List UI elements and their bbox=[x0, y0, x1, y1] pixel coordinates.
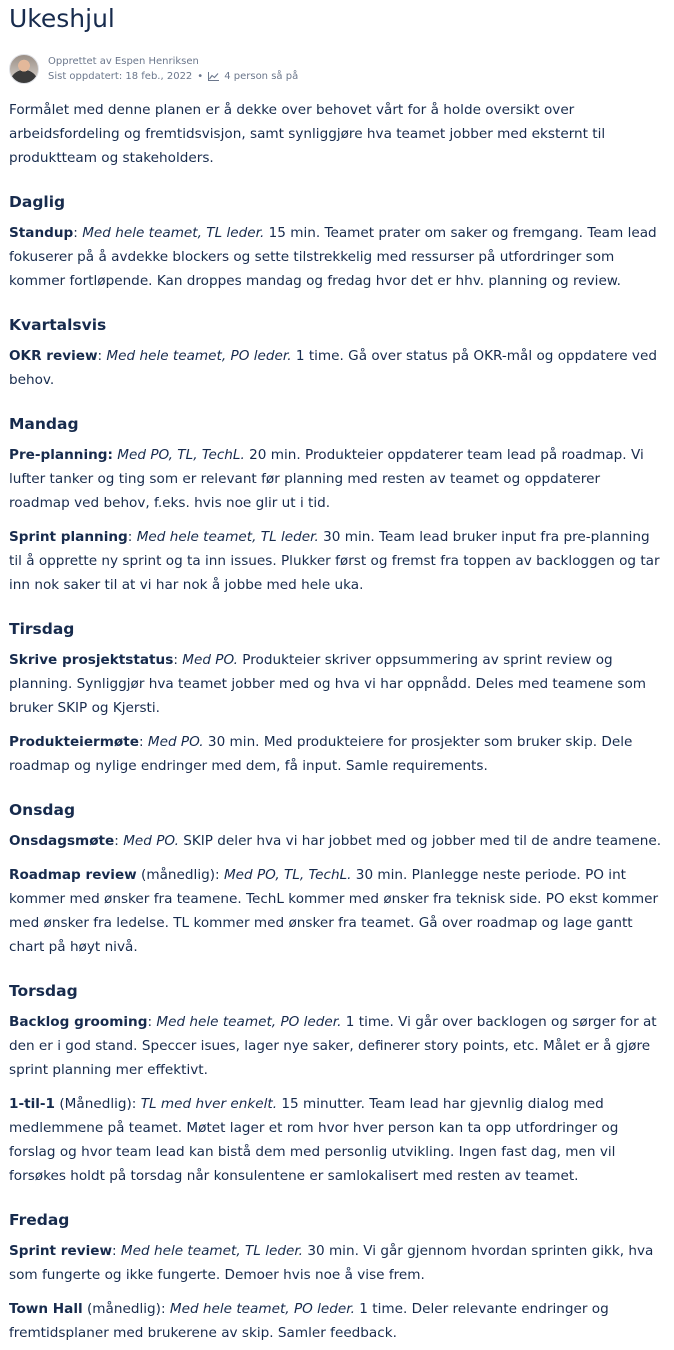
sections-container bbox=[9, 192, 665, 1345]
author-avatar[interactable] bbox=[9, 54, 39, 84]
meeting-description bbox=[9, 863, 665, 959]
intro-paragraph: Formålet med denne planen er å dekke over behovet vårt for å holde oversikt over arbeidsfordeling og fremtidsvisjon, samt synliggjøre hva teamet jobber med eksternt til produktteam og stakeholders. bbox=[9, 102, 606, 166]
meeting-name: Standup bbox=[9, 225, 74, 241]
last-updated-text[interactable]: Sist oppdatert: 18 feb., 2022 bbox=[48, 71, 193, 82]
meeting-details: 15 min. Teamet prater om saker og fremgang. Team lead fokuserer på å avdekke blockers og sette tilstrekkelig med ressurser på utfordringer som kommer fortløpende. Kan droppes mandag og fredag hvor det er hhv. planning og review. bbox=[9, 225, 657, 289]
meeting-description bbox=[9, 344, 665, 392]
meeting-name-suffix: : bbox=[73, 225, 83, 241]
meeting-name-suffix: (månedlig): bbox=[136, 867, 224, 883]
meeting-details: 20 min. Produkteier oppdaterer team lead på roadmap. Vi lufter tanker og ting som er relevant før planning med resten av teamet og oppdaterer roadmap ved behov, f.eks. hvis noe glir ut i tid. bbox=[9, 447, 644, 511]
page-views-link[interactable]: 4 person så på bbox=[224, 71, 299, 82]
meeting-name-suffix: (månedlig): bbox=[82, 1301, 170, 1317]
meeting-name-suffix: (Månedlig): bbox=[55, 1096, 141, 1112]
section-heading: Onsdag bbox=[9, 801, 76, 819]
meeting-participants: Med PO, TL, TechL. bbox=[117, 447, 245, 463]
page-title: Ukeshjul bbox=[9, 4, 115, 33]
page-metadata bbox=[48, 54, 298, 84]
meeting-name: Town Hall bbox=[9, 1301, 83, 1317]
meeting-name-suffix: : bbox=[97, 348, 107, 364]
meeting-name-suffix: : bbox=[112, 1243, 121, 1259]
meeting-name: Produkteiermøte bbox=[9, 734, 139, 750]
section-5 bbox=[9, 981, 665, 1188]
meeting-description bbox=[9, 1239, 665, 1287]
section-heading: Daglig bbox=[9, 193, 66, 211]
meeting-name: Pre-planning: bbox=[9, 447, 113, 463]
section-2 bbox=[9, 414, 665, 597]
meeting-name-suffix: : bbox=[138, 734, 148, 750]
meeting-description bbox=[9, 730, 665, 778]
meeting-details: 30 min. Med produkteiere for prosjekter som bruker skip. Dele roadmap og nylige endringer med dem, få input. Samle requirements. bbox=[9, 734, 633, 774]
meeting-details: SKIP deler hva vi har jobbet med og jobber med til de andre teamene. bbox=[178, 833, 662, 849]
meeting-details: 30 min. Vi går gjennom hvordan sprinten gikk, hva som fungerte og ikke fungerte. Demoer hvis noe å vise frem. bbox=[9, 1243, 654, 1283]
meeting-name: Sprint planning bbox=[9, 529, 128, 545]
meeting-name: Skrive prosjektstatus bbox=[9, 652, 174, 668]
meeting-name-suffix: : bbox=[147, 1014, 157, 1030]
meeting-participants: Med PO. bbox=[182, 652, 238, 668]
meeting-description bbox=[9, 1010, 665, 1082]
meeting-participants: Med PO. bbox=[123, 833, 179, 849]
meeting-details: 1 time. Gå over status på OKR-mål og oppdatere ved behov. bbox=[9, 348, 657, 388]
meeting-name: Onsdagsmøte bbox=[9, 833, 115, 849]
section-heading: Kvartalsvis bbox=[9, 316, 107, 334]
section-heading: Tirsdag bbox=[9, 620, 75, 638]
section-heading: Mandag bbox=[9, 415, 79, 433]
meeting-description bbox=[9, 525, 665, 597]
meeting-description bbox=[9, 1092, 665, 1188]
meeting-participants: Med hele teamet, PO leder. bbox=[106, 348, 292, 364]
meeting-details: 1 time. Deler relevante endringer og fremtidsplaner med brukerene av skip. Samler feedback. bbox=[9, 1301, 609, 1341]
meeting-participants: Med hele teamet, TL leder. bbox=[120, 1243, 303, 1259]
analytics-icon bbox=[208, 72, 219, 81]
section-4 bbox=[9, 800, 665, 959]
meeting-participants: Med hele teamet, TL leder. bbox=[136, 529, 319, 545]
meeting-participants: Med hele teamet, PO leder. bbox=[156, 1014, 342, 1030]
meeting-name-suffix: : bbox=[173, 652, 183, 668]
section-3 bbox=[9, 619, 665, 778]
section-heading: Fredag bbox=[9, 1211, 70, 1229]
meeting-name: Roadmap review bbox=[9, 867, 137, 883]
meeting-name: Sprint review bbox=[9, 1243, 113, 1259]
created-by-text[interactable]: Opprettet av Espen Henriksen bbox=[48, 56, 199, 67]
section-1 bbox=[9, 315, 665, 392]
section-0 bbox=[9, 192, 665, 293]
meeting-name: 1-til-1 bbox=[9, 1096, 56, 1112]
meeting-description bbox=[9, 1297, 665, 1345]
meeting-name-suffix: : bbox=[127, 529, 137, 545]
meeting-details: 30 min. Team lead bruker input fra pre-planning til å opprette ny sprint og ta inn issues. Plukker først og fremst fra toppen av backloggen og tar inn nok saker til at vi har nok å jobbe med hele uka. bbox=[9, 529, 660, 593]
meeting-details: 15 minutter. Team lead har gjevnlig dialog med medlemmene på teamet. Møtet lager et rom hvor hver person kan ta opp utfordringer og forslag og hvor team lead kan bistå dem med personlig utvikling. Ingen fast dag, men vil forsøkes holdt på torsdag når konsulentene er samlokalisert med resten av teamet. bbox=[9, 1096, 619, 1184]
meeting-details: 30 min. Planlegge neste periode. PO int kommer med ønsker fra teamene. TechL kommer med ønsker fra teknisk side. PO ekst kommer med ønsker fra ledelse. TL kommer med ønsker fra teamet. Gå over roadmap og lage gantt chart på høyt nivå. bbox=[9, 867, 659, 955]
meeting-participants: Med PO. bbox=[147, 734, 204, 750]
meeting-participants: Med hele teamet, PO leder. bbox=[169, 1301, 355, 1317]
meeting-name: OKR review bbox=[9, 348, 98, 364]
meeting-details: 1 time. Vi går over backlogen og sørger for at den er i god stand. Speccer isues, lager nye saker, definerer story points, etc. Målet er å gjøre sprint planning mer effektivt. bbox=[9, 1014, 657, 1078]
meeting-name: Backlog grooming bbox=[9, 1014, 148, 1030]
section-6 bbox=[9, 1210, 665, 1345]
meeting-description bbox=[9, 648, 665, 720]
meeting-details: Produkteier skriver oppsummering av sprint review og planning. Synliggjør hva teamet jobber med og hva vi har oppnådd. Deles med teamene som bruker SKIP og Kjersti. bbox=[9, 652, 647, 716]
meeting-participants: Med hele teamet, TL leder. bbox=[82, 225, 265, 241]
page-byline bbox=[9, 52, 665, 86]
meta-separator: • bbox=[197, 71, 204, 82]
meeting-description bbox=[9, 221, 665, 293]
meeting-name-suffix: : bbox=[114, 833, 124, 849]
meeting-participants: TL med hver enkelt. bbox=[140, 1096, 278, 1112]
meeting-description bbox=[9, 829, 665, 853]
meeting-description bbox=[9, 443, 665, 515]
section-heading: Torsdag bbox=[9, 982, 78, 1000]
meeting-participants: Med PO, TL, TechL. bbox=[223, 867, 352, 883]
